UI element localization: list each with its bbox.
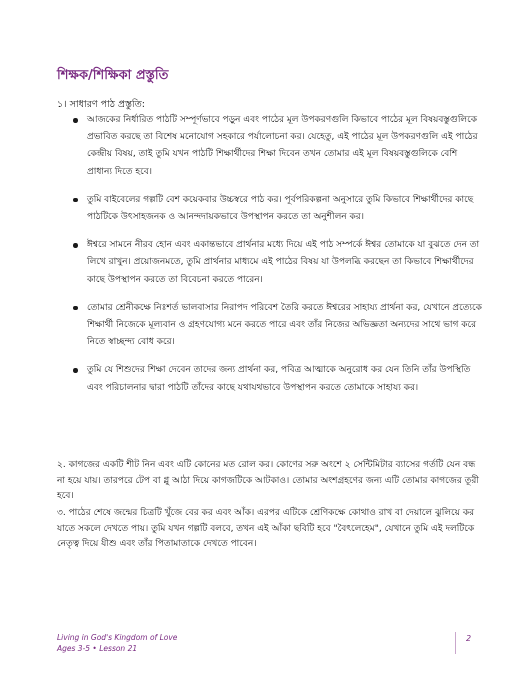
list-item-text: ঈশ্বরে সামনে নীরব হোন এবং একান্তভাবে প্রার্থনার মধ্যে দিয়ে এই পাঠ সম্পর্কে ঈশ্বর তোমাকে যা বুঝতে দেন তা লিখে রাখুন। প্রয়োজনমতে, তুমি প্রার্থনার মাধ্যমে এই পাঠের বিষয় যা উপলব্ধি করছেন তা কিভাবে শিক্ষার্থীদের কাছে উপস্থাপন করতে তা বিবেচনা করতে পারেন। xyxy=(87,240,480,285)
bullet-icon xyxy=(73,243,78,248)
paragraph-cone-instructions: ২. কাগজের একটি শীট নিন এবং এটি কোনের মত রোল কর। কোণের সরু অংশে ২ সেন্টিমিটার ব্যাসের গর্তটি যেন বন্ধ না হয়ে যায়। তারপরে টেপ বা গ্লু আঠা দিয়ে কাগজটিকে আটকাও। তোমার অংশগ্রহণের জন্য এটি তোমার কাগজের তূরী হবে। xyxy=(57,460,479,502)
footer-divider xyxy=(455,632,456,654)
list-item xyxy=(73,192,483,226)
page-title: শিক্ষক/শিক্ষিকা প্রস্তুতি xyxy=(57,68,169,83)
list-item xyxy=(73,300,483,352)
bullet-icon xyxy=(73,306,78,311)
page-number: 2 xyxy=(466,634,472,643)
list-item-text: আজকের নির্ধারিত পাঠটি সম্পূর্ণভাবে পড়ুন এবং পাঠের মূল উপকরণগুলি কিভাবে পাঠের মূল বিষয়বস্তুগুলিকে প্রভাবিত করছে তা বিশেষ মনোযোগ সহকারে পর্যালোচনা কর। যেহেতু, এই পাঠের মূল উপকরণগুলি এই পাঠের কেন্দ্রীয় বিষয়, তাই তুমি যখন পাঠটি শিক্ষার্থীদের শিক্ষা দিবেন তখন তোমার এই মূল বিষয়বস্তুগুলিকে বেশি প্রাধান্য দিতে হবে। xyxy=(87,115,478,177)
list-item-text: তুমি বাইবেলের গল্পটি বেশ কয়েকবার উচ্চস্বরে পাঠ কর। পূর্বপরিকল্পনা অনুসারে তুমি কিভাবে শিক্ষার্থীদের কাছে পাঠটিকে উৎসাহজনক ও আনন্দদায়কভাবে উপস্থাপন করতে তা অনুশীলন কর। xyxy=(87,194,474,223)
list-item-text: তোমার শ্রেনীকক্ষে নিঃশর্ত ভালবাসার নিরাপদ পরিবেশ তৈরি করতে ঈশ্বরের সাহায্য প্রার্থনা কর, যেখানে প্রত্যেকে শিক্ষার্থী নিজেকে মূল্যবান ও গ্রহণযোগ্য মনে করতে পারে এবং তাঁর নিজের অভিজ্ঞতা অন্যদের সাথে ভাগ করে নিতে স্বাচ্ছন্দ্য বোধ করে। xyxy=(87,302,482,348)
footer-lesson: Ages 3-5 • Lesson 21 xyxy=(57,644,138,653)
bullet-list xyxy=(73,112,483,408)
section-title: ১। সাধারণ পাঠ প্রস্তুতি: xyxy=(57,99,145,110)
list-item xyxy=(73,362,483,396)
bullet-icon xyxy=(73,198,78,203)
list-item-text: তুমি যে শিশুদের শিক্ষা দেবেন তাদের জন্য প্রার্থনা কর, পবিত্র আত্মাকে অনুরোধ কর যেন তিনি তাঁর উপস্থিতি এবং পরিচালনার দ্বারা পাঠটি তাঁদের কাছে যথাযথভাবে উপস্থাপন করতে তোমাকে সাহায্য কর। xyxy=(87,365,471,393)
paragraph-nativity-instructions: ৩. পাঠের শেষে জন্মের চিত্রটি খুঁজে বের কর এবং আঁক। এরপর এটিকে শ্রেণিকক্ষে কোথাও রাখ বা দেয়ালে ঝুলিয়ে কর যাতে সকলে দেখতে পায়। তুমি যখন গল্পটি বলবে, তখন এই আঁকা ছবিটি হবে "বৈৎলেহেম", যেখানে তুমি এই দলটিকে নেতৃত্ব দিয়ে যীশু এবং তাঁর পিতামাতাকে দেখতে পাবেন। xyxy=(57,508,475,550)
list-item xyxy=(73,112,483,181)
bullet-icon xyxy=(73,118,78,123)
bullet-icon xyxy=(73,368,78,373)
footer xyxy=(57,632,177,654)
list-item xyxy=(73,237,483,289)
footer-title: Living in God's Kingdom of Love xyxy=(57,633,178,642)
